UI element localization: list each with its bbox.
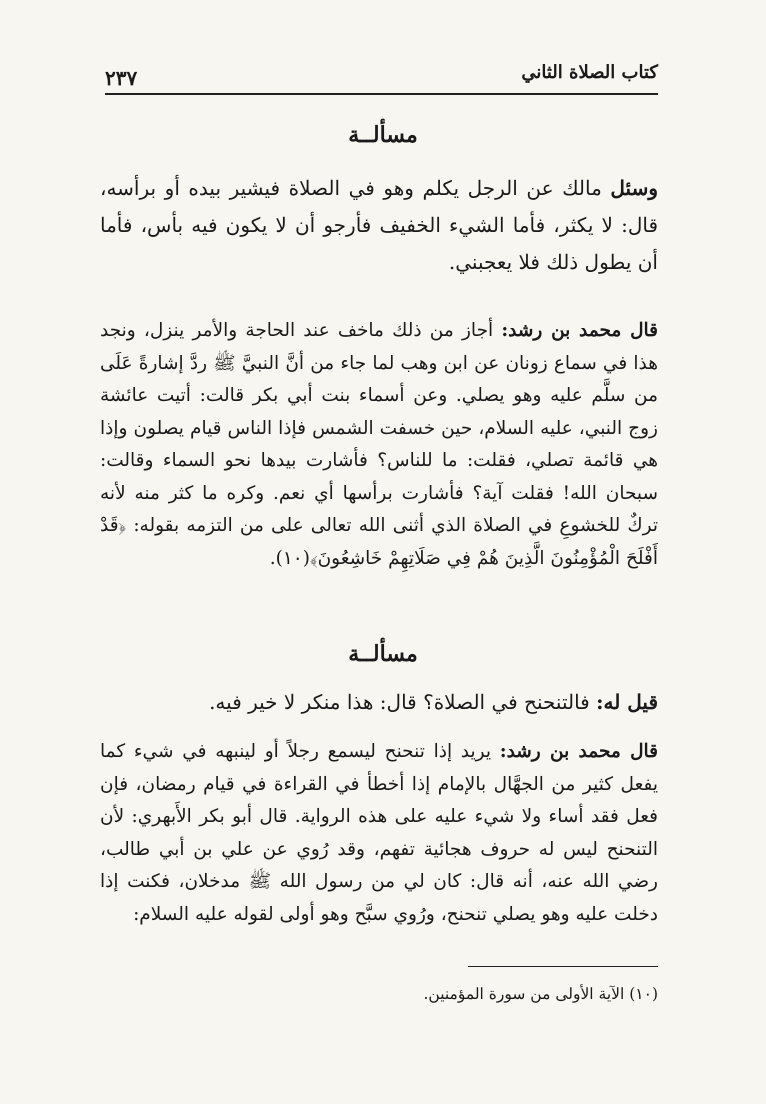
paragraph-text: مالك عن الرجل يكلم وهو في الصلاة فيشير بيده أو برأسه، قال: لا يكثر، فأما الشيء الخفيف فأرجو أن لا يكون فيه بأس، فأما أن يطول ذلك فلا يعجبني. <box>100 176 658 274</box>
paragraph-text: فالتنحنح في الصلاة؟ قال: هذا منكر لا خير فيه. <box>209 690 597 714</box>
paragraph-text: يريد إذا تنحنح ليسمع رجلاً أو لينبهه في شيء كما يفعل كثير من الجهَّال بالإمام إذا أخطأ في القراءة في قيام رمضان، فإن فعل فقد أساء ولا شيء عليه على هذه الرواية. قال أبو بكر الأَبهري: لأن التنحنح ليس له حروف هجائية تفهم، وقد رُوي عن علي بن أبي طالب، رضي الله عنه، أنه قال: كان لي من رسول الله ﷺ مدخلان، فكنت إذا دخلت عليه وهو يصلي تنحنح، ورُوي سبَّح وهو أولى لقوله عليه السلام: <box>100 741 658 925</box>
footnote: (١٠) الآية الأولى من سورة المؤمنين. <box>423 985 658 1003</box>
section-heading-2: مسألــة <box>348 641 418 667</box>
paragraph-commentary-2 <box>100 736 658 931</box>
paragraph-lead: قال محمد بن رشد: <box>501 320 658 341</box>
header-rule <box>105 93 658 95</box>
running-header <box>105 56 658 92</box>
paragraph-question-2 <box>100 684 658 721</box>
paragraph-lead: قيل له: <box>596 690 658 714</box>
paragraph-lead: قال محمد بن رشد: <box>499 741 658 762</box>
paragraph-lead: وسئل <box>610 176 658 200</box>
page-number: ٢٣٧ <box>105 66 138 90</box>
footnote-rule <box>468 966 658 967</box>
section-heading-1: مسألــة <box>348 122 418 148</box>
paragraph-text: أجاز من ذلك ماخف عند الحاجة والأمر ينزل، ونجد هذا في سماع زونان عن ابن وهب لما جاء من أنَّ النبيَّ ﷺ ردَّ إشارةً عَلَى من سلَّم عليه وهو يصلي. وعن أسماء بنت أبي بكر قالت: أتيت عائشة زوج النبي، عليه السلام، حين خسفت الشمس فإذا الناس قيام يصلون وإذا هي قائمة تصلي، فقلت: ما للناس؟ فأشارت بيدها نحو السماء وقالت: سبحان الله! فقلت آية؟ فأشارت برأسها أي نعم. وكره ما كثر منه لأنه تركٌ للخشوعِ في الصلاة الذي أثنى الله تعالى على من التزمه بقوله: ﴿قَدْ أَفْلَحَ الْمُؤْمِنُونَ الَّذِينَ هُمْ فِي صَلَاتِهِمْ خَاشِعُونَ﴾(١٠). <box>100 320 658 569</box>
paragraph-commentary-1 <box>100 315 658 575</box>
paragraph-question-1 <box>100 170 658 281</box>
chapter-title: كتاب الصلاة الثاني <box>521 62 658 83</box>
